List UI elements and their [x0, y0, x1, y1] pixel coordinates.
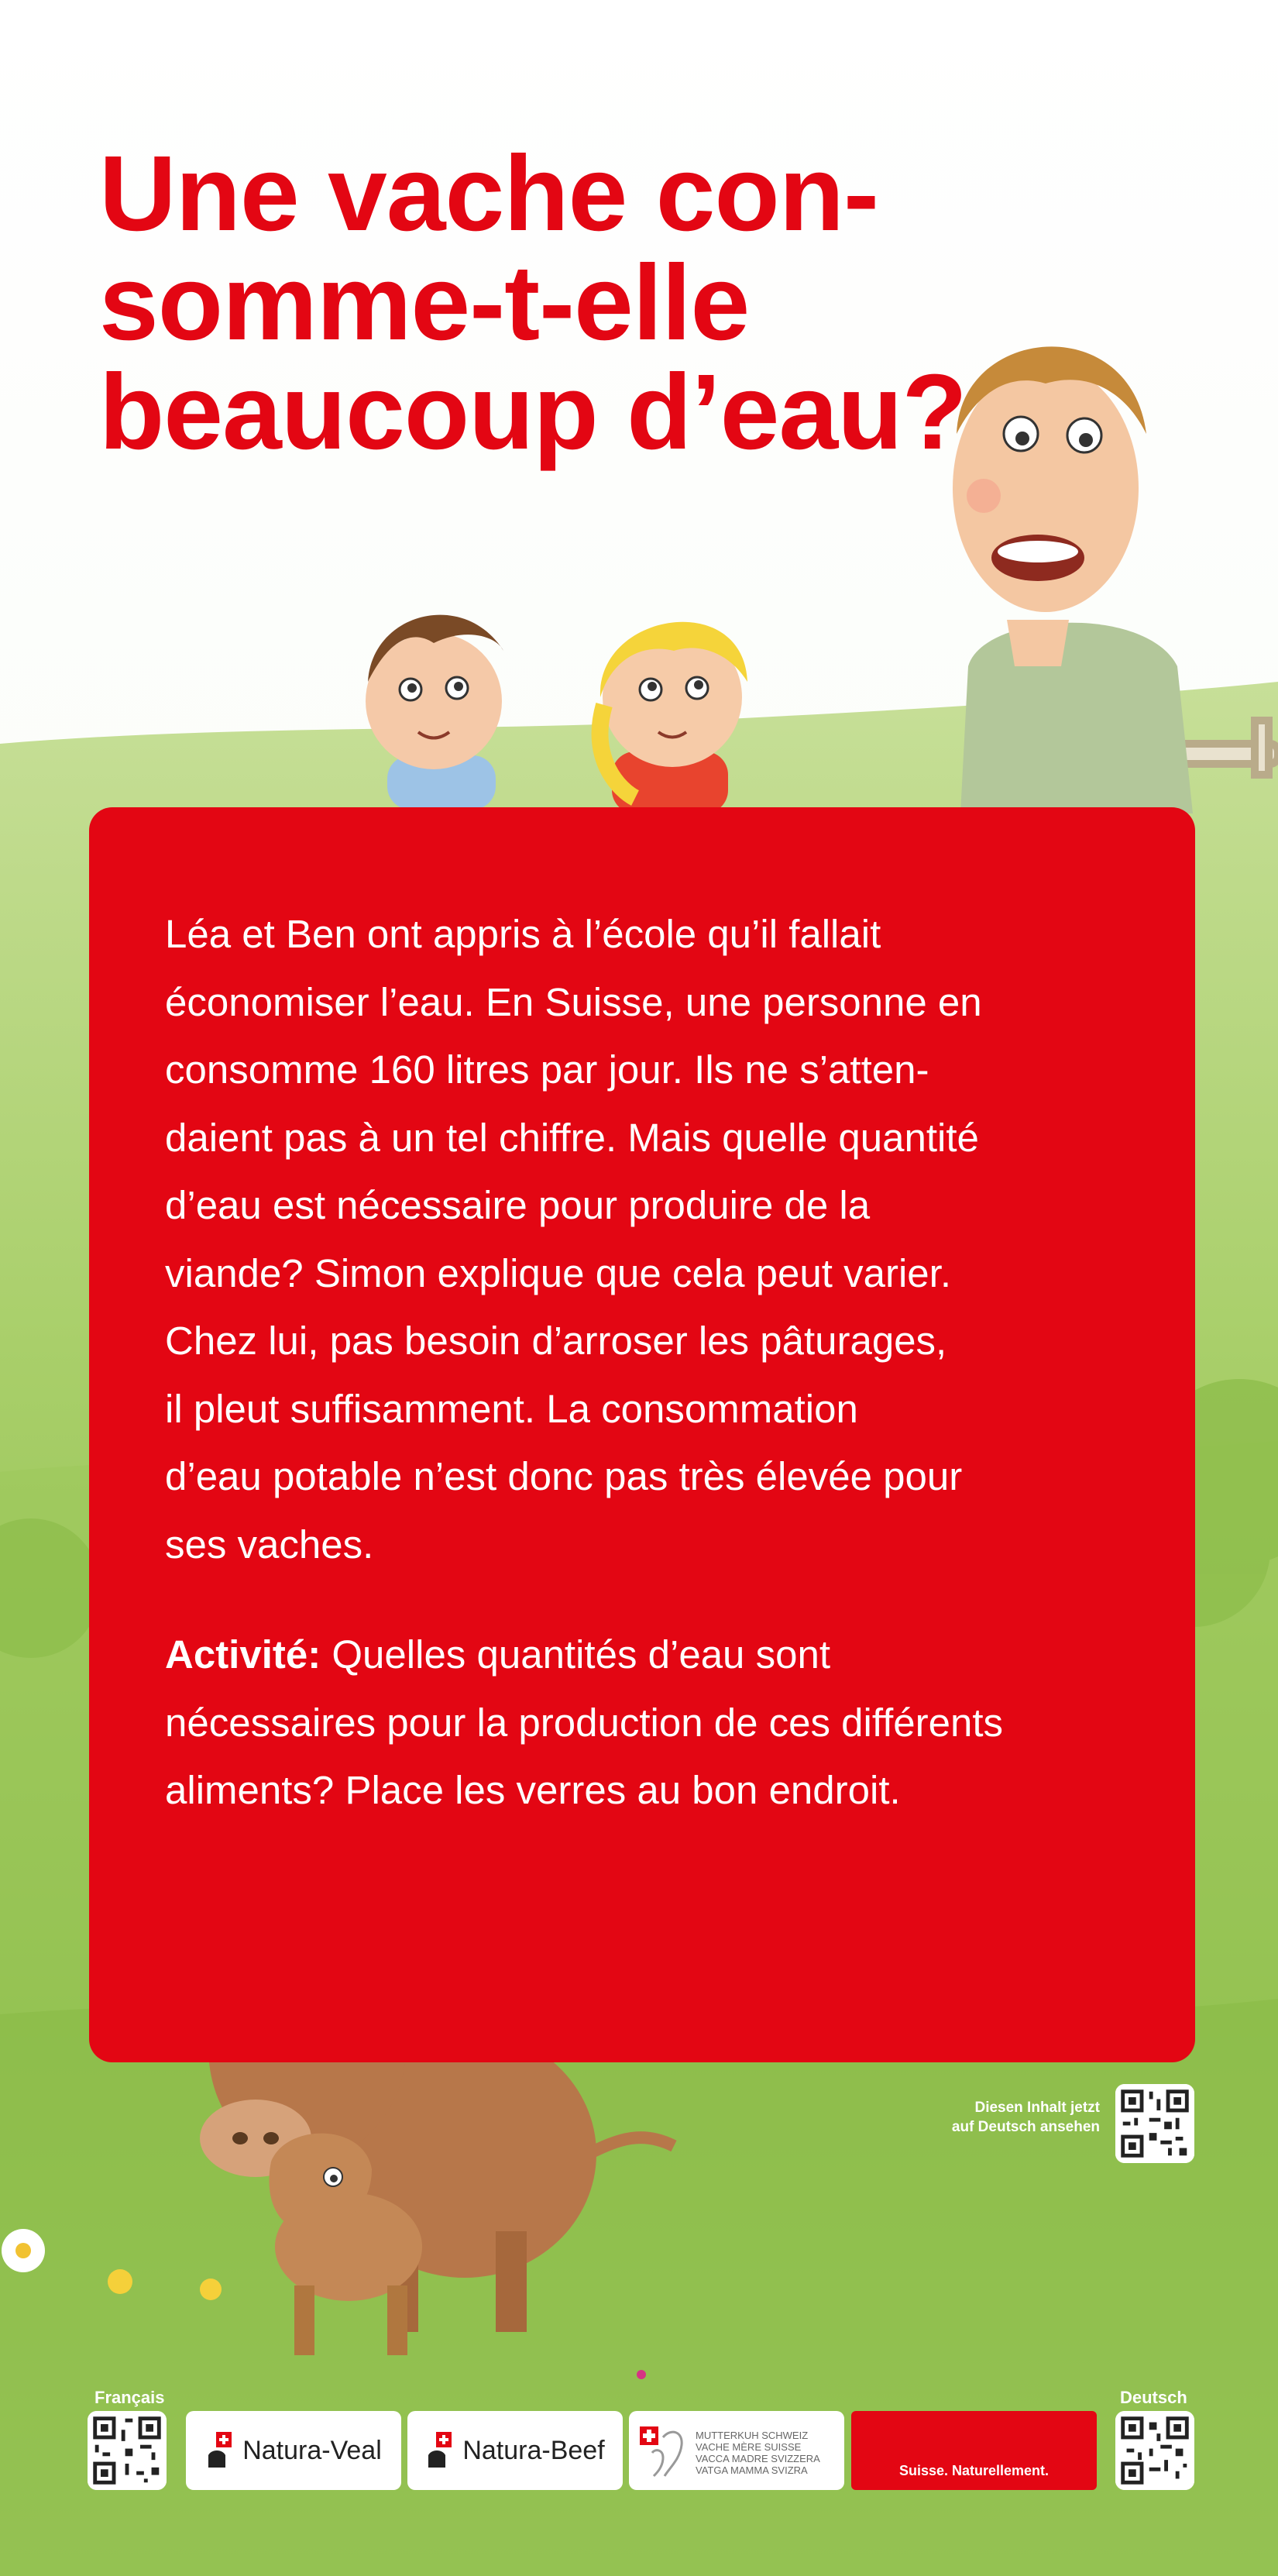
page-title	[99, 134, 1029, 472]
caption-line: Diesen Inhalt jetzt	[974, 2100, 1100, 2116]
title-line-2: somme-t-elle	[99, 242, 750, 363]
panel-text	[165, 900, 1141, 1825]
activity-line: nécessaires pour la production de ces différents	[165, 1700, 1004, 1745]
pink-dot	[637, 2370, 646, 2379]
intro-line: d’eau potable n’est donc pas très élevée pour	[165, 1454, 963, 1498]
german-qr-caption	[914, 2098, 1100, 2137]
activity-line: aliments? Place les verres au bon endroit.	[165, 1768, 901, 1812]
qr-code-german-footer[interactable]	[1115, 2411, 1194, 2490]
intro-line: ses vaches.	[165, 1522, 374, 1567]
intro-line: économiser l’eau. En Suisse, une personne en	[165, 979, 982, 1024]
natura-veal-logo[interactable]	[186, 2411, 401, 2490]
title-line-3: beaucoup d’eau?	[99, 352, 967, 472]
mutterkuh-line: VACCA MADRE SVIZZERA	[696, 2453, 820, 2464]
mutterkuh-line: VACHE MÈRE SUISSE	[696, 2441, 802, 2453]
activity-paragraph	[165, 1621, 1141, 1825]
girl-character	[600, 622, 747, 813]
caption-line: auf Deutsch ansehen	[951, 2119, 1100, 2135]
language-label-german: Deutsch	[1120, 2388, 1187, 2407]
intro-line: Léa et Ben ont appris à l’école qu’il fallait	[165, 912, 881, 956]
intro-line: Chez lui, pas besoin d’arroser les pâturages,	[165, 1319, 947, 1363]
suisse-naturellement-logo[interactable]	[851, 2411, 1097, 2490]
qr-code-french[interactable]	[88, 2411, 167, 2490]
qr-code-german[interactable]	[1115, 2084, 1194, 2163]
mutterkuh-schweiz-logo[interactable]	[629, 2411, 844, 2490]
activity-first-line	[165, 1621, 1141, 1689]
swiss-cross-icon	[425, 2432, 456, 2469]
mutterkuh-text	[696, 2430, 820, 2476]
mother-cow-icon	[637, 2422, 691, 2479]
title-line-1: Une vache con-	[99, 134, 878, 253]
qr-code-icon	[1115, 2411, 1194, 2490]
mutterkuh-line: MUTTERKUH SCHWEIZ	[696, 2430, 809, 2441]
qr-code-icon	[88, 2411, 167, 2490]
intro-line: viande? Simon explique que cela peut varier.	[165, 1250, 951, 1295]
intro-paragraph	[165, 900, 1141, 1578]
suisse-naturellement-label: Suisse. Naturellement.	[898, 2463, 1050, 2478]
natura-veal-label: Natura-Veal	[242, 2435, 382, 2465]
natura-beef-label: Natura-Beef	[462, 2435, 605, 2465]
mutterkuh-line: VATGA MAMMA SVIZRA	[696, 2464, 808, 2476]
language-label-french: Français	[94, 2388, 165, 2407]
intro-line: il pleut suffisamment. La consommation	[165, 1386, 858, 1431]
intro-line: consomme 160 litres par jour. Ils ne s’atten-	[165, 1047, 929, 1092]
natura-beef-logo[interactable]	[407, 2411, 623, 2490]
activity-label: Activité:	[165, 1632, 321, 1677]
activity-text: Quelles quantités d’eau sont	[321, 1632, 830, 1677]
intro-line: daient pas à un tel chiffre. Mais quelle quantité	[165, 1115, 979, 1160]
swiss-cross-icon	[205, 2432, 236, 2469]
intro-line: d’eau est nécessaire pour produire de la	[165, 1183, 871, 1227]
content-panel	[89, 807, 1195, 2062]
qr-code-icon	[1115, 2084, 1194, 2163]
